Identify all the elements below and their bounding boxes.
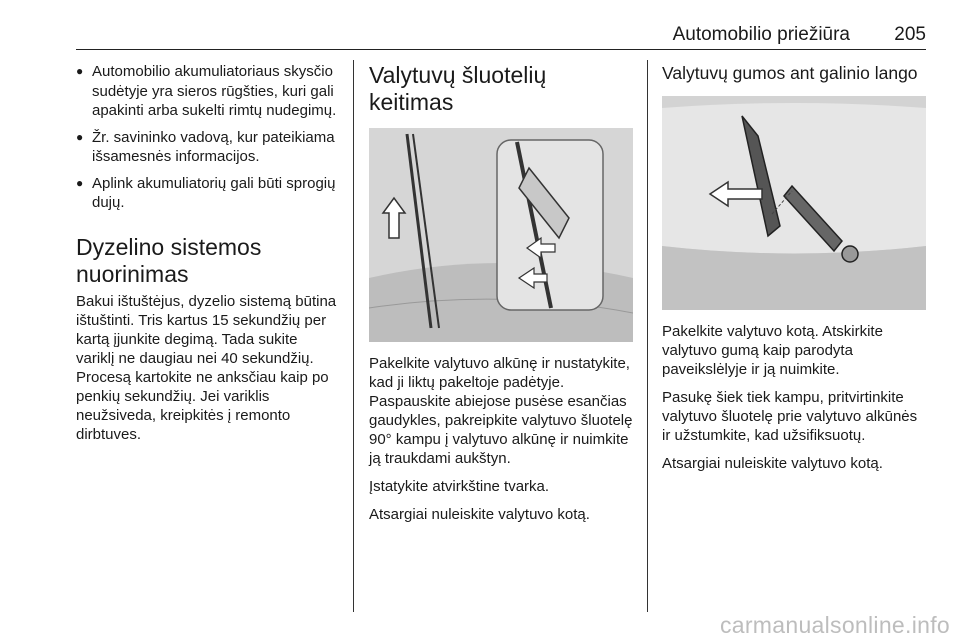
section-heading-diesel: Dyzelino sistemos nuorinimas: [76, 233, 262, 287]
column-1: [76, 62, 340, 444]
header-rule: [76, 49, 926, 50]
rear-wiper-step-1: Pakelkite valytuvo kotą. Atskirkite valytuvo gumą kaip parodyta paveikslėlyje ir ją nuimkite.: [662, 323, 883, 378]
bullet-item: ● Automobilio akumuliatoriaus skysčio sudėtyje yra sieros rūgšties, kuri gali apakinti arba sukelti rimtų nudegimų.: [76, 62, 340, 121]
section-heading-rear-wiper: Valytuvų gumos ant galinio lango: [662, 63, 918, 83]
wiper-step-1: Pakelkite valytuvo alkūnę ir nustatykite, kad ji liktų pakeltoje padėtyje. Paspauskite abiejose pusėse esančias gaudykles, pakreipkite valytuvo šluotelę 90° kampu į valytuvo alkūnę ir nuimkite ją traukdami aukštyn.: [369, 355, 633, 467]
bullet-item: ● Žr. savininko vadovą, kur pateikiama išsamesnės informacijos.: [76, 128, 340, 167]
section-heading-wiper-blades: Valytuvų šluotelių keitimas: [369, 62, 547, 115]
running-title: Automobilio priežiūra: [672, 24, 850, 45]
wiper-step-2: Įstatykite atvirkštine tvarka.: [369, 478, 550, 495]
rear-wiper-illustration: [662, 96, 926, 310]
page-number: 205: [894, 24, 926, 45]
page-header: [76, 24, 926, 50]
wiper-blade-drawing: [369, 128, 633, 342]
rear-wiper-step-2: Pasukę šiek tiek kampu, pritvirtinkite valytuvo šluotelę prie valytuvo alkūnės ir užstumkite, kad užsifiksuotų.: [662, 389, 918, 444]
column-3: [662, 62, 927, 473]
wiper-blade-illustration: [369, 128, 633, 342]
rear-wiper-drawing: [662, 96, 926, 310]
section-text-diesel: Bakui ištuštėjus, dyzelio sistemą būtina ištuštinti. Tris kartus 15 sekundžių per kartą įjunkite degimą. Tada sukite variklį ne daugiau nei 40 sekundžių. Procesą kartokite ne anksčiau kaip po penkių sekundžių. Jei variklis neužsiveda, kreipkitės į remonto dirbtuves.: [76, 292, 337, 443]
wiper-step-3: Atsargiai nuleiskite valytuvo kotą.: [369, 506, 590, 523]
column-2: [369, 62, 634, 524]
column-divider-2: [647, 60, 648, 612]
warning-bullets: [76, 62, 340, 213]
rear-wiper-step-3: Atsargiai nuleiskite valytuvo kotą.: [662, 455, 883, 472]
bullet-item: ● Aplink akumuliatorių gali būti sprogių dujų.: [76, 174, 340, 213]
column-divider-1: [353, 60, 354, 612]
watermark: carmanualsonline.info: [719, 612, 950, 638]
